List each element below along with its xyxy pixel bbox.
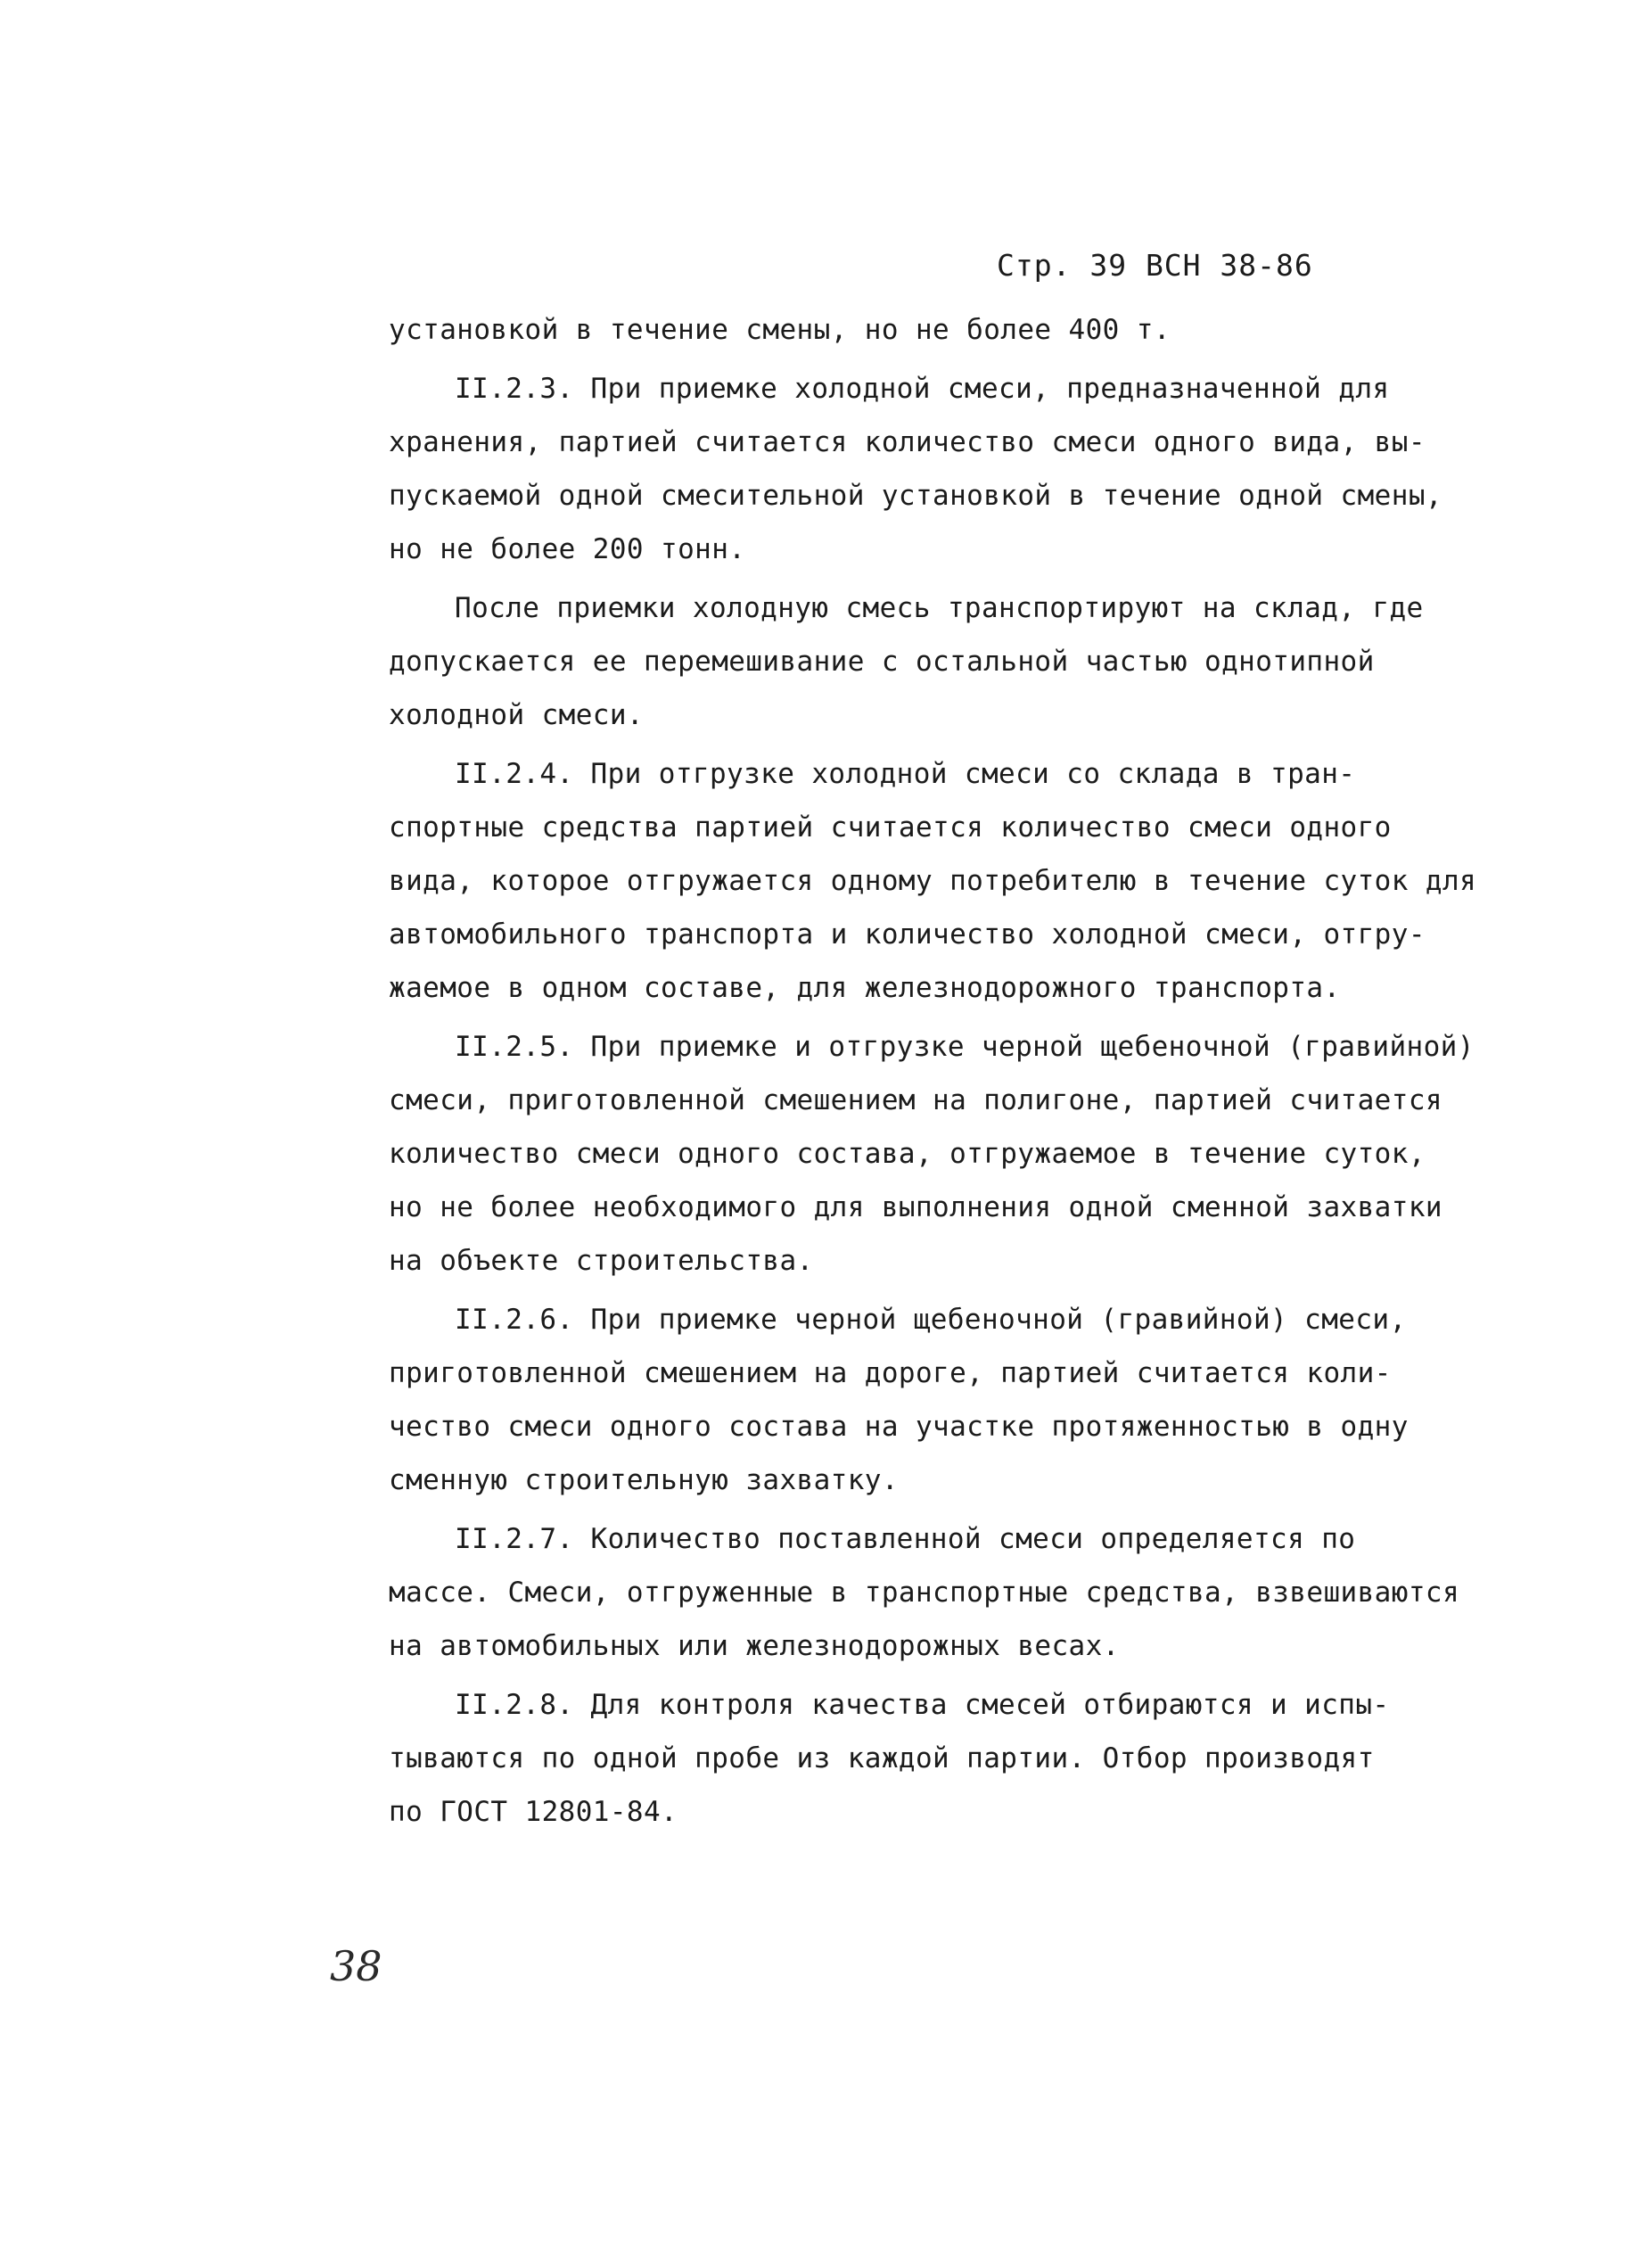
text-line: II.2.7. Количество поставленной смеси определяется по	[455, 1523, 1356, 1555]
text-line: II.2.6. При приемке черной щебеночной (гравийной) смеси,	[455, 1304, 1407, 1336]
text-line: автомобильного транспорта и количество холодной смеси, отгру-	[389, 918, 1426, 951]
text-line: вида, которое отгружается одному потребителю в течение суток для	[389, 865, 1477, 897]
text-line: на объекте строительства.	[389, 1245, 814, 1277]
text-line: II.2.5. При приемке и отгрузке черной щебеночной (гравийной)	[455, 1031, 1475, 1063]
document-body	[389, 303, 1512, 1844]
text-line: спортные средства партией считается количество смеси одного	[389, 811, 1392, 844]
text-line: сменную строительную захватку.	[389, 1464, 899, 1496]
text-line: но не более 200 тонн.	[389, 533, 746, 565]
text-line: количество смеси одного состава, отгружаемое в течение суток,	[389, 1138, 1426, 1170]
text-line: допускается ее перемешивание с остальной частью однотипной	[389, 646, 1375, 678]
text-line: смеси, приготовленной смешением на полигоне, партией считается	[389, 1084, 1442, 1116]
text-line: холодной смеси.	[389, 699, 644, 731]
text-line: чество смеси одного состава на участке протяженностью в одну	[389, 1411, 1409, 1443]
text-line: жаемое в одном составе, для железнодорожного транспорта.	[389, 972, 1341, 1004]
handwritten-page-number: 38	[330, 1942, 382, 1990]
text-line: тываются по одной пробе из каждой партии. Отбор производят	[389, 1742, 1375, 1774]
paragraph-11-2-8	[389, 1678, 1512, 1839]
paragraph-11-2-7	[389, 1512, 1512, 1673]
paragraph	[389, 581, 1512, 742]
text-line: II.2.3. При приемке холодной смеси, предназначенной для	[455, 373, 1390, 405]
paragraph-11-2-6	[389, 1293, 1512, 1507]
paragraph	[389, 303, 1512, 357]
paragraph-11-2-3	[389, 362, 1512, 576]
text-line: пускаемой одной смесительной установкой в течение одной смены,	[389, 480, 1442, 512]
text-line: по ГОСТ 12801-84.	[389, 1796, 678, 1828]
text-line: После приемки холодную смесь транспортируют на склад, где	[455, 592, 1424, 624]
paragraph-11-2-4	[389, 747, 1512, 1015]
text-line: на автомобильных или железнодорожных весах.	[389, 1630, 1120, 1662]
text-line: но не более необходимого для выполнения одной сменной захватки	[389, 1191, 1442, 1223]
paragraph-11-2-5	[389, 1020, 1512, 1288]
text-line: установкой в течение смены, но не более 400 т.	[389, 314, 1171, 346]
text-line: II.2.4. При отгрузке холодной смеси со склада в тран-	[455, 758, 1356, 790]
page-header: Стр. 39 ВСН 38-86	[997, 248, 1313, 283]
text-line: приготовленной смешением на дороге, партией считается коли-	[389, 1357, 1392, 1389]
text-line: хранения, партией считается количество смеси одного вида, вы-	[389, 426, 1426, 458]
text-line: II.2.8. Для контроля качества смесей отбираются и испы-	[455, 1689, 1390, 1721]
text-line: массе. Смеси, отгруженные в транспортные средства, взвешиваются	[389, 1577, 1460, 1609]
